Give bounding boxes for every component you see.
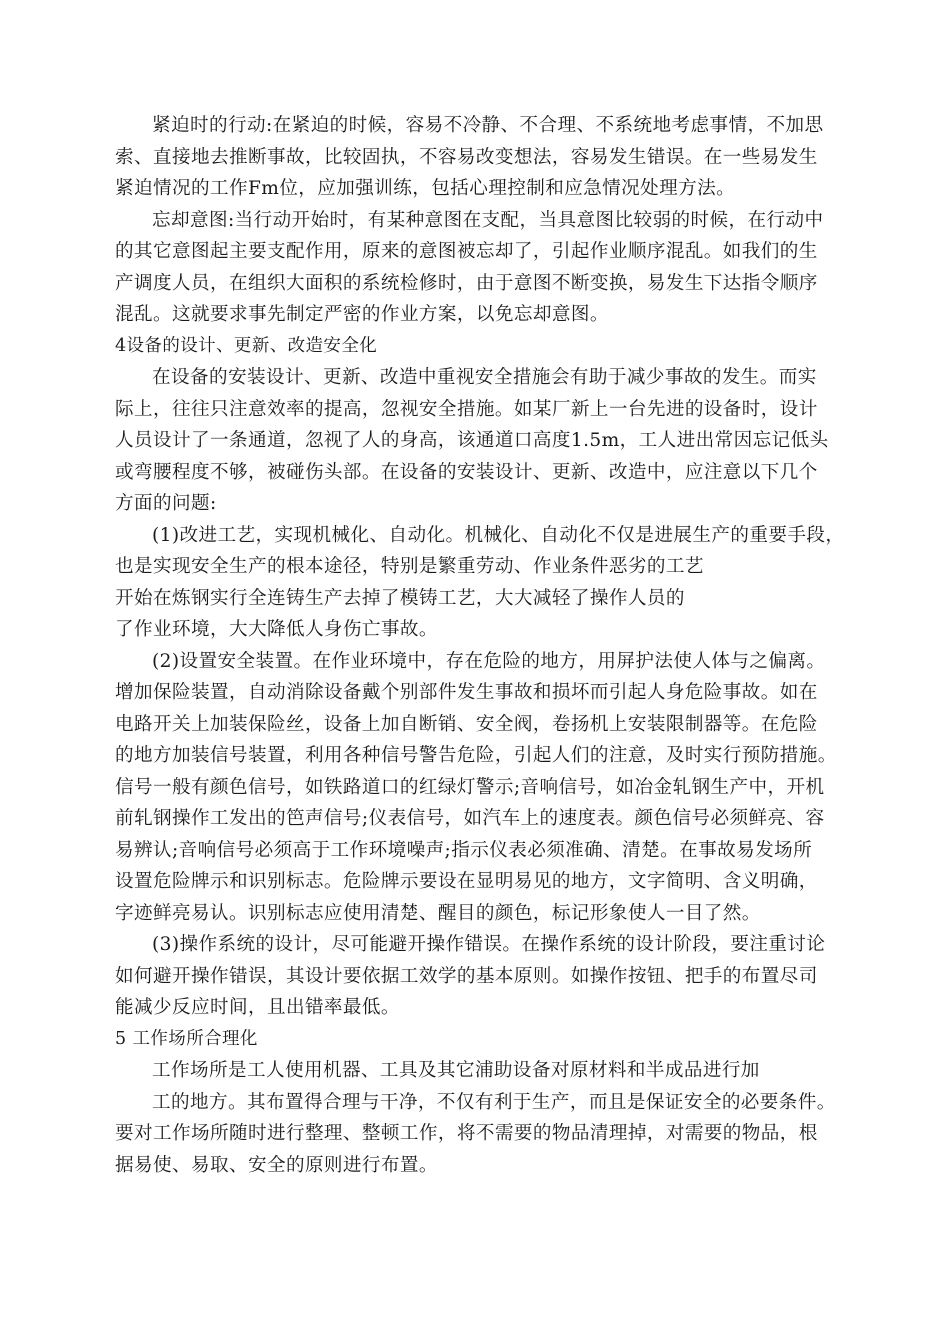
text-line: 了作业环境，大大降低人身伤亡事故。 bbox=[115, 619, 438, 640]
text-line: 工的地方。其布置得合理与干净，不仅有利于生产，而且是保证安全的必要条件。 bbox=[152, 1091, 836, 1113]
text-line: 混乱。这就要求事先制定严密的作业方案，以免忘却意图。 bbox=[115, 304, 609, 325]
text-line: 索、直接地去推断事故，比较固执，不容易改变想法，容易发生错误。在一些易发生 bbox=[115, 146, 818, 168]
text-line: 紧迫时的行动:在紧迫的时候，容易不冷静、不合理、不系统地考虑事情，不加思 bbox=[152, 115, 824, 136]
section-heading: 5 工作场所合理化 bbox=[115, 1028, 258, 1049]
text-line: 如何避开操作错误，其设计要依据工效学的基本原则。如操作按钮、把手的布置尽司 bbox=[115, 965, 818, 987]
text-line: 易辨认;音响信号必须高于工作环境噪声;指示仪表必须准确、清楚。在事故易发场所 bbox=[115, 839, 813, 861]
document-body bbox=[115, 110, 845, 1181]
text-line: (2)设置安全装置。在作业环境中，存在危险的地方，用屏护法使人体与之偏离。 bbox=[152, 650, 826, 672]
text-line: 开始在炼钢实行全连铸生产去掉了模铸工艺，大大减轻了操作人员的 bbox=[115, 587, 685, 609]
section-heading: 4设备的设计、更新、改造安全化 bbox=[115, 335, 378, 356]
text-line: (3)操作系统的设计，尽可能避开操作错误。在操作系统的设计阶段，要注重讨论 bbox=[152, 934, 826, 955]
text-line: 电路开关上加装保险丝，设备上加自断销、安全阀，卷扬机上安装限制器等。在危险 bbox=[115, 713, 818, 735]
text-line: (1)改进工艺，实现机械化、自动化。机械化、自动化不仅是进展生产的重要手段， bbox=[152, 524, 845, 546]
text-line: 据易使、易取、安全的原则进行布置。 bbox=[115, 1154, 438, 1176]
text-line: 忘却意图:当行动开始时，有某种意图在支配，当具意图比较弱的时候，在行动中 bbox=[152, 209, 824, 231]
text-line: 方面的问题: bbox=[115, 493, 217, 514]
text-line: 产调度人员，在组织大面积的系统检修时，由于意图不断变换，易发生下达指令顺序 bbox=[115, 272, 818, 294]
text-line: 的其它意图起主要支配作用，原来的意图被忘却了，引起作业顺序混乱。如我们的生 bbox=[115, 241, 818, 262]
text-line: 紧迫情况的工作Fm位，应加强训练，包括心理控制和应急情况处理方法。 bbox=[115, 178, 736, 199]
text-line: 际上，往往只注意效率的提高，忽视安全措施。如某厂新上一台先进的设备时，设计 bbox=[115, 398, 818, 420]
text-line: 工作场所是工人使用机器、工具及其它浦助设备对原材料和半成品进行加 bbox=[152, 1060, 760, 1081]
text-line: 的地方加装信号装置，利用各种信号警告危险，引起人们的注意，及时实行预防措施。 bbox=[115, 745, 837, 766]
text-line: 人员设计了一条通道，忽视了人的身高，该通道口高度1.5m，工人进出常因忘记低头 bbox=[115, 430, 829, 451]
text-line: 设置危险牌示和识别标志。危险牌示要设在显明易见的地方，文字简明、含义明确， bbox=[115, 871, 818, 892]
text-line: 信号一般有颜色信号，如铁路道口的红绿灯警示;音响信号，如冶金轧钢生产中，开机 bbox=[115, 776, 825, 798]
text-line: 字迹鲜亮易认。识别标志应使用清楚、醒目的颜色，标记形象使人一目了然。 bbox=[115, 902, 761, 924]
text-line: 前轧钢操作工发出的笆声信号;仪表信号，如汽车上的速度表。颜色信号必须鲜亮、容 bbox=[115, 808, 825, 829]
text-line: 或弯腰程度不够，被碰伤头部。在设备的安装设计、更新、改造中，应注意以下几个 bbox=[115, 461, 818, 483]
text-line: 增加保险装置，自动消除设备戴个别部件发生事故和损坏而引起人身危险事故。如在 bbox=[115, 682, 818, 703]
text-line: 也是实现安全生产的根本途径，特别是繁重劳动、作业条件恶劣的工艺 bbox=[115, 556, 704, 577]
text-line: 要对工作场所随时进行整理、整顿工作，将不需要的物品清理掉，对需要的物品，根 bbox=[115, 1123, 818, 1144]
text-line: 在设备的安装设计、更新、改造中重视安全措施会有助于减少事故的发生。而实 bbox=[152, 367, 817, 388]
text-line: 能减少反应时间，且出错率最低。 bbox=[115, 997, 400, 1018]
